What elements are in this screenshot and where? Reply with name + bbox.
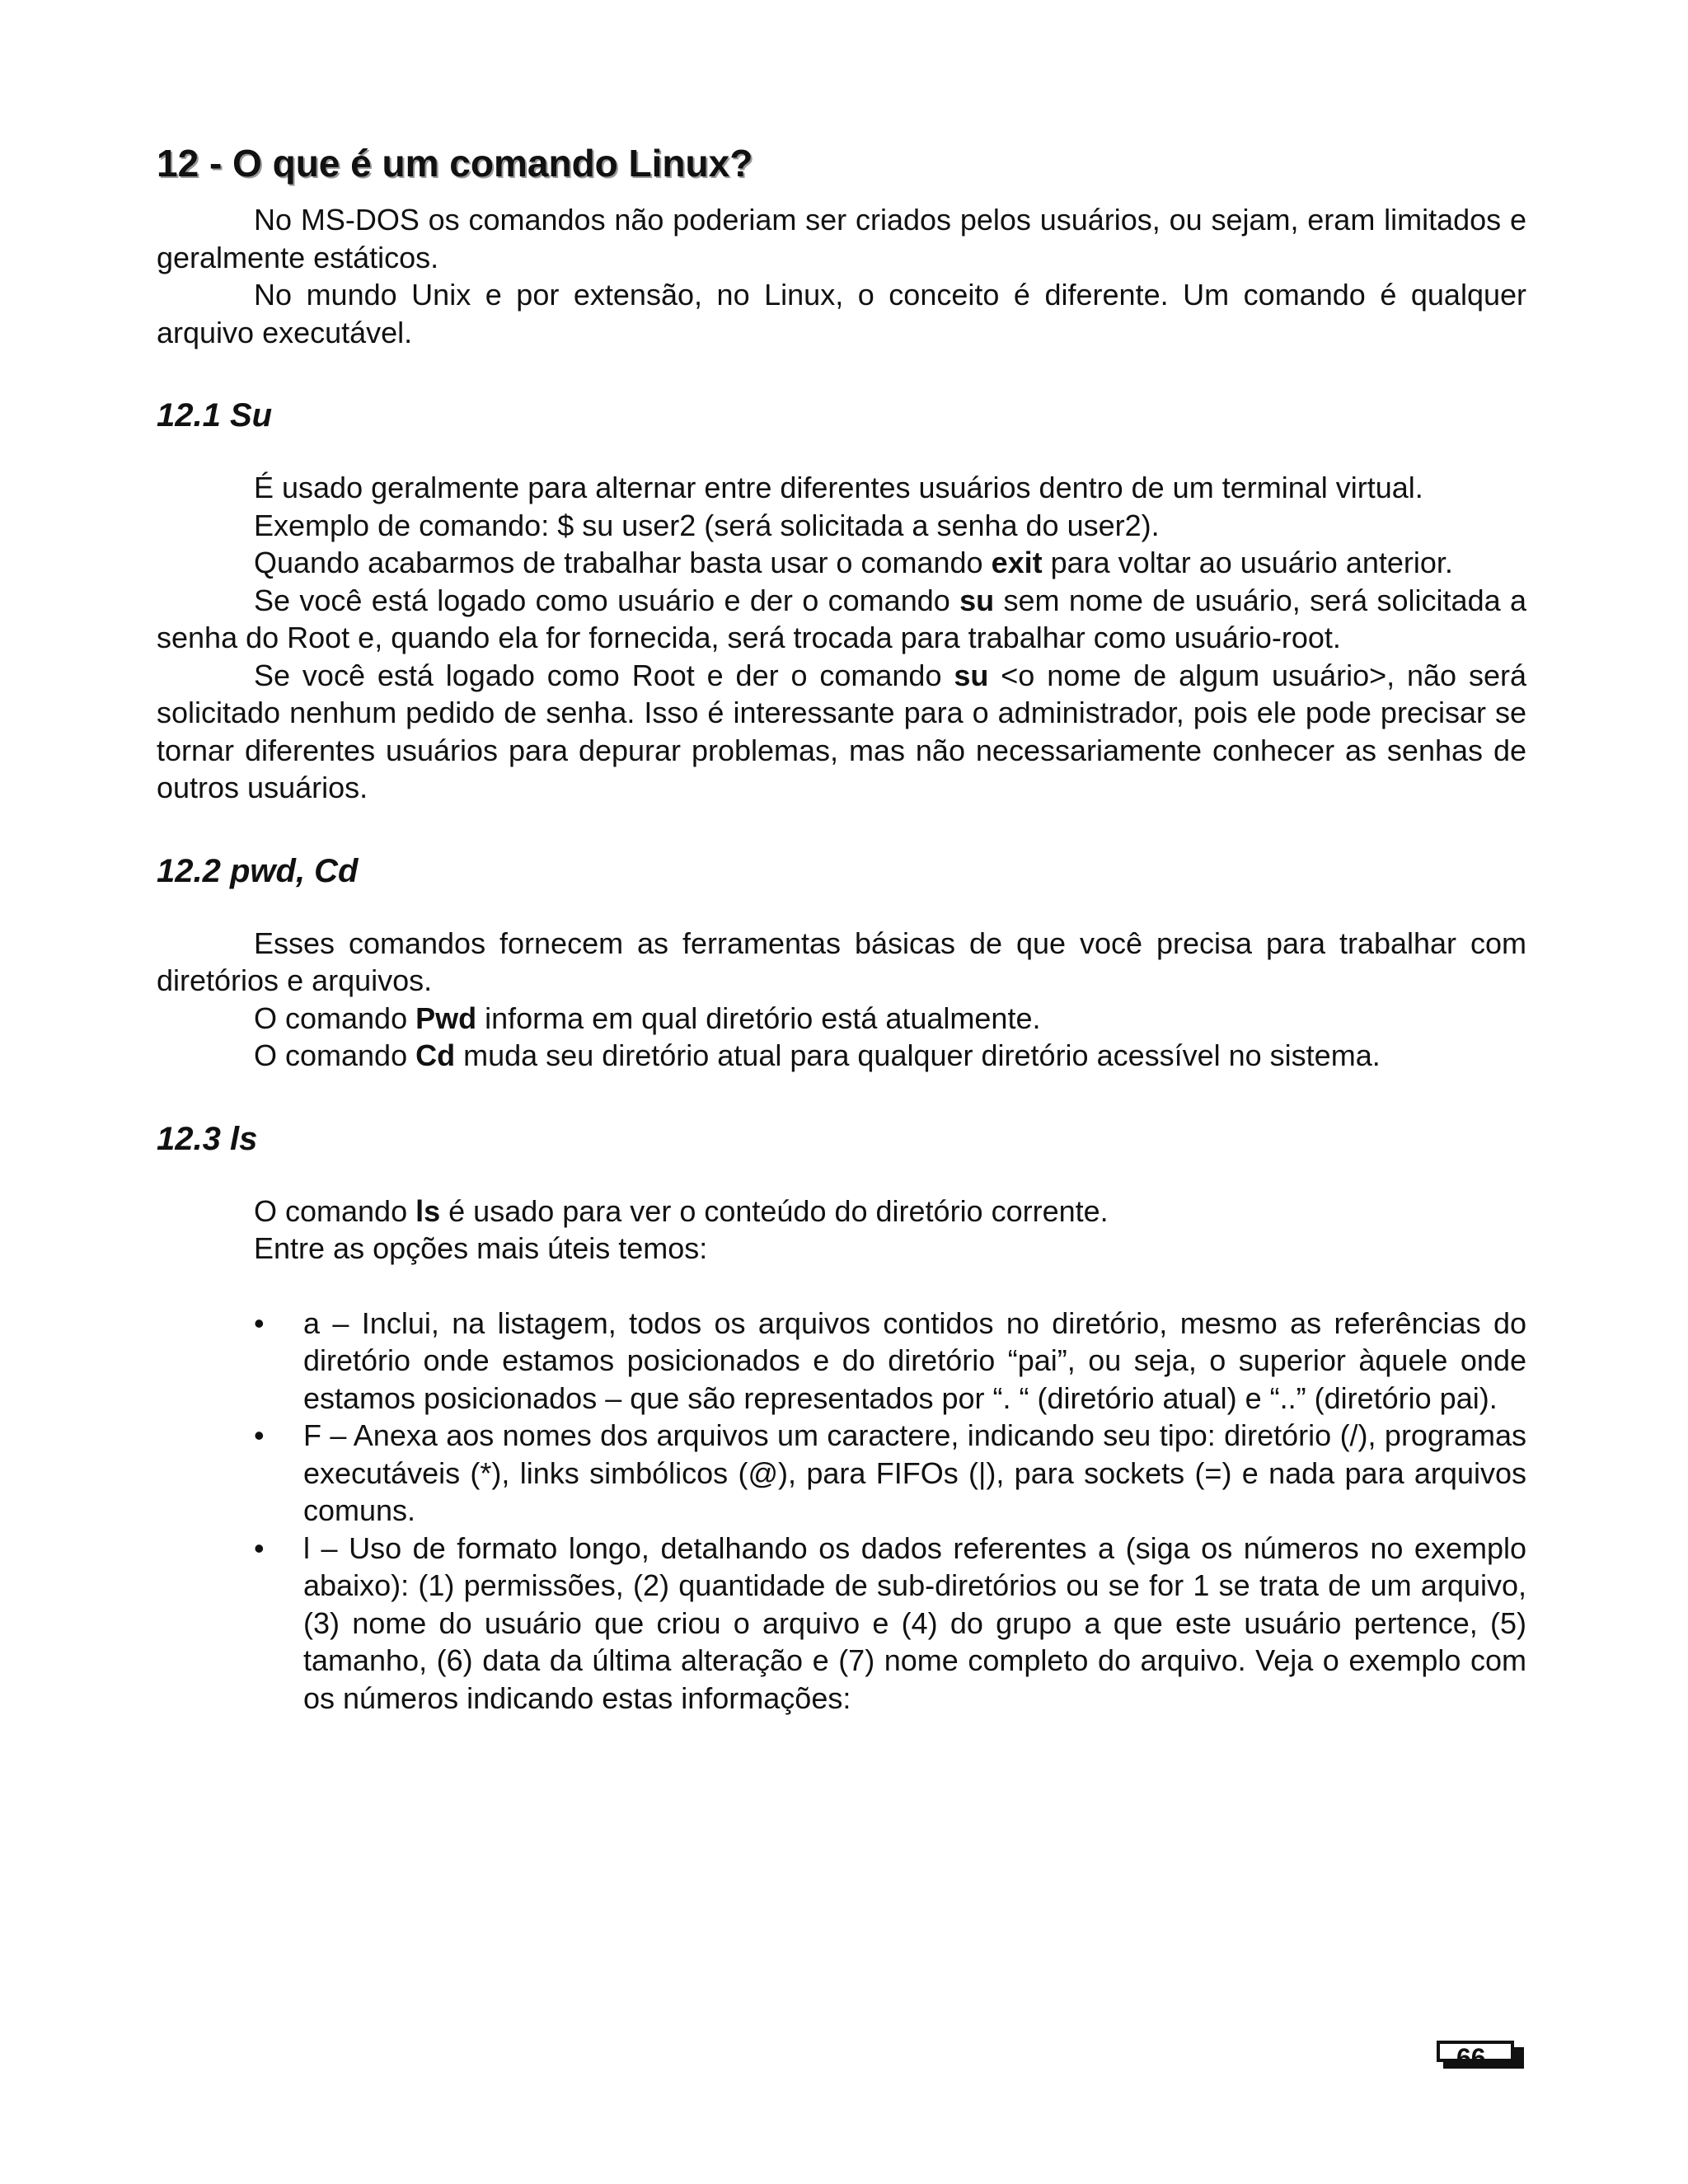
command-pwd: Pwd xyxy=(415,1001,477,1035)
list-item: • F – Anexa aos nomes dos arquivos um caractere, indicando seu tipo: diretório (/), programas executáveis (*), links simbólicos (@), para FIFOs (|), para sockets (=) e nada para arquivos comuns. xyxy=(254,1418,1526,1527)
bullet-icon: • xyxy=(254,1418,265,1452)
command-su: su xyxy=(954,658,989,692)
bullet-icon: • xyxy=(254,1530,265,1565)
su-paragraph-5: Se você está logado como Root e der o comando su <o nome de algum usuário>, não será solicitado nenhum pedido de senha. Isso é interessante para o administrador, pois ele pode precisar se tornar diferentes usuários para depurar problemas, mas não necessariamente conhecer as senhas de outros usuários. xyxy=(157,658,1526,804)
page-tab-frame xyxy=(1437,2041,1514,2073)
page-number: 66 xyxy=(1456,2043,1486,2073)
command-ls: ls xyxy=(415,1193,441,1228)
list-item: • a – Inclui, na listagem, todos os arquivos contidos no diretório, mesmo as referências do diretório onde estamos posicionados e do diretório “pai”, ou seja, o superior àquele onde estamos posicionados – que são representados por “. “ (diretório atual) e “..” (diretório pai). xyxy=(254,1305,1526,1415)
su-paragraph-1: É usado geralmente para alternar entre diferentes usuários dentro de um terminal virtual. xyxy=(254,471,1423,504)
su-paragraph-2: Exemplo de comando: $ su user2 (será solicitada a senha do user2). xyxy=(254,508,1160,542)
section-title-ls: 12.3 ls xyxy=(157,1120,258,1157)
ls-options-list xyxy=(157,1305,1526,1718)
intro-paragraph-2: No mundo Unix e por extensão, no Linux, o conceito é diferente. Um comando é qualquer arquivo executável. xyxy=(157,278,1526,349)
pwd-cd-paragraph-3: O comando Cd muda seu diretório atual para qualquer diretório acessível no sistema. xyxy=(254,1038,1381,1072)
page-number-tab xyxy=(1437,2041,1524,2073)
command-su: su xyxy=(959,583,995,617)
section-title-su: 12.1 Su xyxy=(157,397,273,434)
pwd-cd-paragraph-2: O comando Pwd informa em qual diretório está atualmente. xyxy=(254,1001,1041,1035)
ls-paragraph-1: O comando ls é usado para ver o conteúdo do diretório corrente. xyxy=(254,1193,1109,1228)
command-exit: exit xyxy=(991,546,1043,579)
bullet-icon: • xyxy=(254,1305,265,1340)
document-page xyxy=(157,140,1526,1717)
chapter-title: 12 - O que é um comando Linux? xyxy=(157,142,753,185)
command-cd: Cd xyxy=(415,1038,456,1072)
list-item: • l – Uso de formato longo, detalhando os dados referentes a (siga os números no exemplo abaixo): (1) permissões, (2) quantidade de sub-diretórios ou se for 1 se trata de um arquivo, (3) nome do usuário que criou o arquivo e (4) do grupo a que este usuário pertence, (5) tamanho, (6) data da última alteração e (7) nome completo do arquivo. Veja o exemplo com os números indicando estas informações: xyxy=(254,1530,1526,1715)
intro-paragraph-1: No MS-DOS os comandos não poderiam ser criados pelos usuários, ou sejam, eram limitados e geralmente estáticos. xyxy=(157,203,1526,274)
section-title-pwd-cd: 12.2 pwd, Cd xyxy=(157,852,359,889)
su-paragraph-4: Se você está logado como usuário e der o comando su sem nome de usuário, será solicitada a senha do Root e, quando ela for fornecida, será trocada para trabalhar como usuário-root. xyxy=(157,583,1526,654)
pwd-cd-paragraph-1: Esses comandos fornecem as ferramentas básicas de que você precisa para trabalhar com diretórios e arquivos. xyxy=(157,926,1526,997)
ls-paragraph-2: Entre as opções mais úteis temos: xyxy=(254,1231,708,1265)
su-paragraph-3: Quando acabarmos de trabalhar basta usar o comando exit para voltar ao usuário anterior. xyxy=(254,546,1453,579)
